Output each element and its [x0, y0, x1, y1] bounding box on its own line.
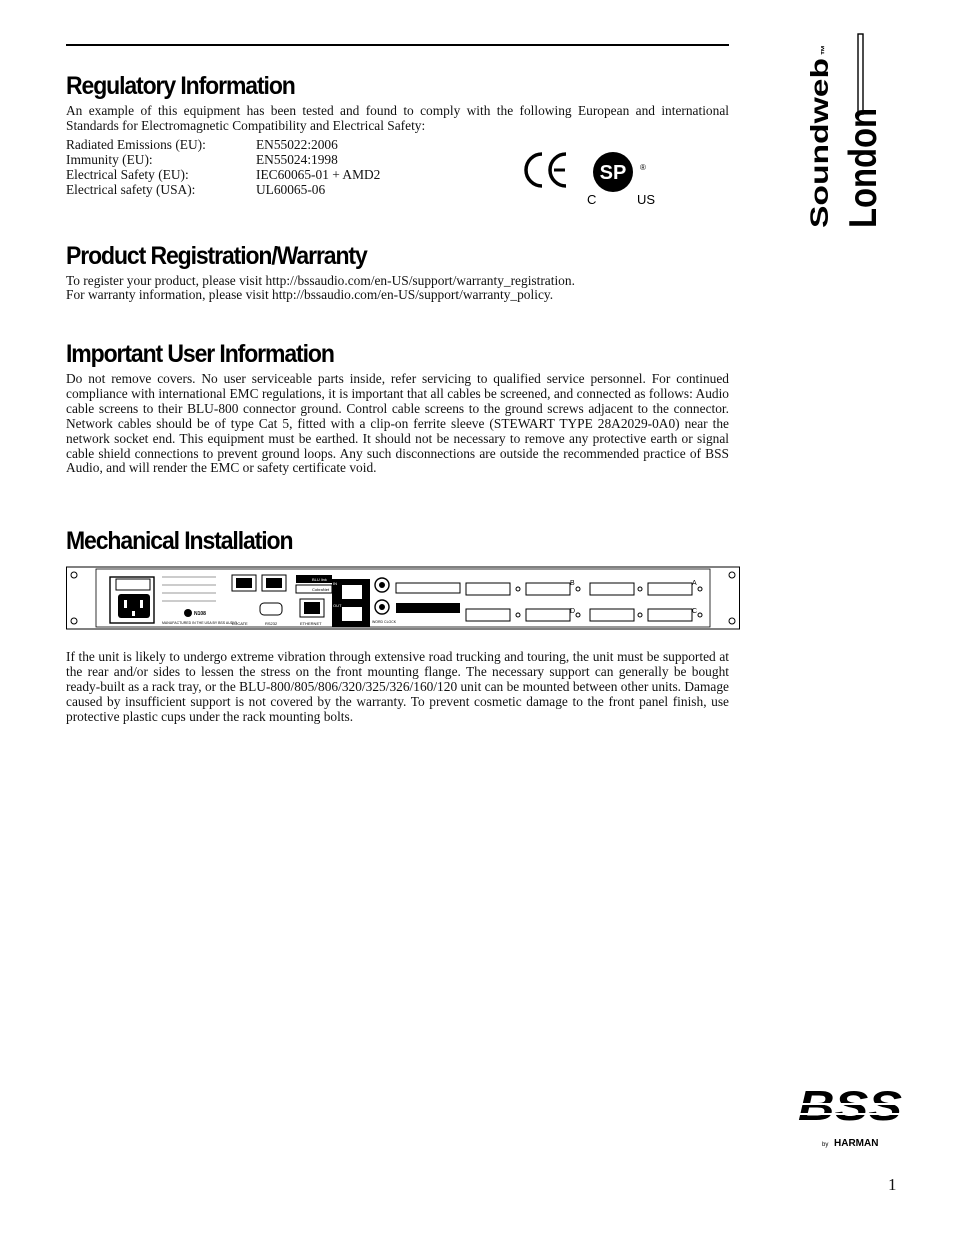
standard-value: UL60065-06 [256, 181, 326, 197]
harman-wordmark: HARMAN [834, 1138, 879, 1148]
registration-line: To register your product, please visit http://bssaudio.com/en-US/support/warranty_registration. [66, 273, 575, 288]
svg-text:ETHERNET: ETHERNET [300, 621, 322, 626]
svg-text:N108: N108 [194, 611, 206, 617]
svg-text:RS232: RS232 [265, 621, 278, 626]
mechanical-installation-heading: Mechanical Installation [66, 527, 293, 555]
ce-mark-icon [526, 154, 566, 186]
london-wordmark: London [842, 85, 885, 228]
product-registration-heading: Product Registration/Warranty [66, 242, 367, 270]
svg-text:US: US [637, 192, 656, 207]
standard-value: EN55022:2006 [256, 137, 338, 152]
warranty-line: For warranty information, please visit http://bssaudio.com/en-US/support/warranty_policy. [66, 287, 554, 302]
standards-row [66, 183, 380, 198]
standard-label: Immunity (EU): [66, 151, 153, 167]
svg-text:D: D [570, 608, 576, 615]
standards-row [66, 153, 380, 168]
blu-link-ports-icon [332, 579, 370, 627]
trademark-symbol: ™ [820, 45, 831, 55]
soundweb-wordmark: Soundweb [806, 101, 834, 228]
standard-value: IEC60065-01 + AMD2 [256, 166, 381, 182]
svg-text:MANUFACTURED IN THE USA BY BSS: MANUFACTURED IN THE USA BY BSS AUDIO [162, 621, 237, 625]
rear-panel-illustration [66, 565, 740, 631]
standards-row [66, 168, 380, 183]
standard-value: EN55024:1998 [256, 151, 338, 167]
standard-label: Radiated Emissions (EU): [66, 137, 206, 152]
csa-mark-icon [587, 152, 655, 207]
regulatory-intro: An example of this equipment has been tested and found to comply with the following European and international Standards for Electromagnetic Compatibility and Electrical Safety: [66, 103, 729, 133]
regulatory-heading: Regulatory Information [66, 72, 295, 100]
svg-text:CobraNet: CobraNet [312, 587, 330, 592]
page-number: 1 [888, 1175, 897, 1194]
standard-label: Electrical Safety (EU): [66, 166, 189, 182]
svg-text:C: C [692, 608, 698, 615]
user-information-heading: Important User Information [66, 340, 334, 368]
soundweb-london-logo [790, 30, 890, 240]
svg-text:OUT: OUT [333, 603, 342, 608]
standard-label: Electrical safety (USA): [66, 181, 196, 197]
user-information-body: Do not remove covers. No user serviceable parts inside, refer servicing to qualified service personnel. For continued compliance with international EMC regulations, it is important that all cables be screened, and connected as follows: Audio cable screens to their BLU-800 connector ground. Control cable screens to the ground screws adjacent to the connector. Network cables should be of type Cat 5, fitted with a clip-on ferrite sleeve (STEWART TYPE 28A2029-0A0) near the network socket end. This equipment must be earthed. It should not be necessary to remove any protective earth or signal cable shield connections to prevent ground loops. Any such disconnections are outside the recommended practice of BSS Audio, and will render the EMC or safety certificate void. [66, 371, 729, 476]
svg-text:by: by [822, 1142, 829, 1148]
svg-text:IN: IN [333, 581, 337, 586]
svg-text:SP: SP [599, 162, 627, 184]
bss-harman-logo [796, 1078, 906, 1148]
standards-table [66, 138, 380, 198]
svg-text:C: C [587, 192, 597, 207]
svg-text:BLU link: BLU link [312, 577, 327, 582]
standards-row [66, 138, 380, 153]
mechanical-installation-body: If the unit is likely to undergo extreme vibration through extensive road trucking and touring, the unit must be supported at the rear and/or sides to lessen the stress on the front mounting flange. The necessary support can generally be bought ready-built as a rack tray, or the BLU-800/805/806/320/325/326/160/120 unit can be mounted between other units. Damage caused by insufficient support is not covered by the warranty. To prevent cosmetic damage to the front panel finish, use protective plastic cups under the rack mounting bolts. [66, 649, 729, 724]
top-rule [66, 44, 729, 46]
svg-text:LOCATE: LOCATE [232, 621, 248, 626]
svg-text:WORD CLOCK: WORD CLOCK [372, 620, 397, 624]
svg-text:®: ® [640, 163, 646, 172]
certification-marks [520, 148, 665, 208]
bss-wordmark: BSS [798, 1082, 902, 1129]
svg-text:A: A [692, 580, 697, 587]
svg-text:B: B [570, 580, 575, 587]
power-inlet-icon [110, 577, 154, 623]
